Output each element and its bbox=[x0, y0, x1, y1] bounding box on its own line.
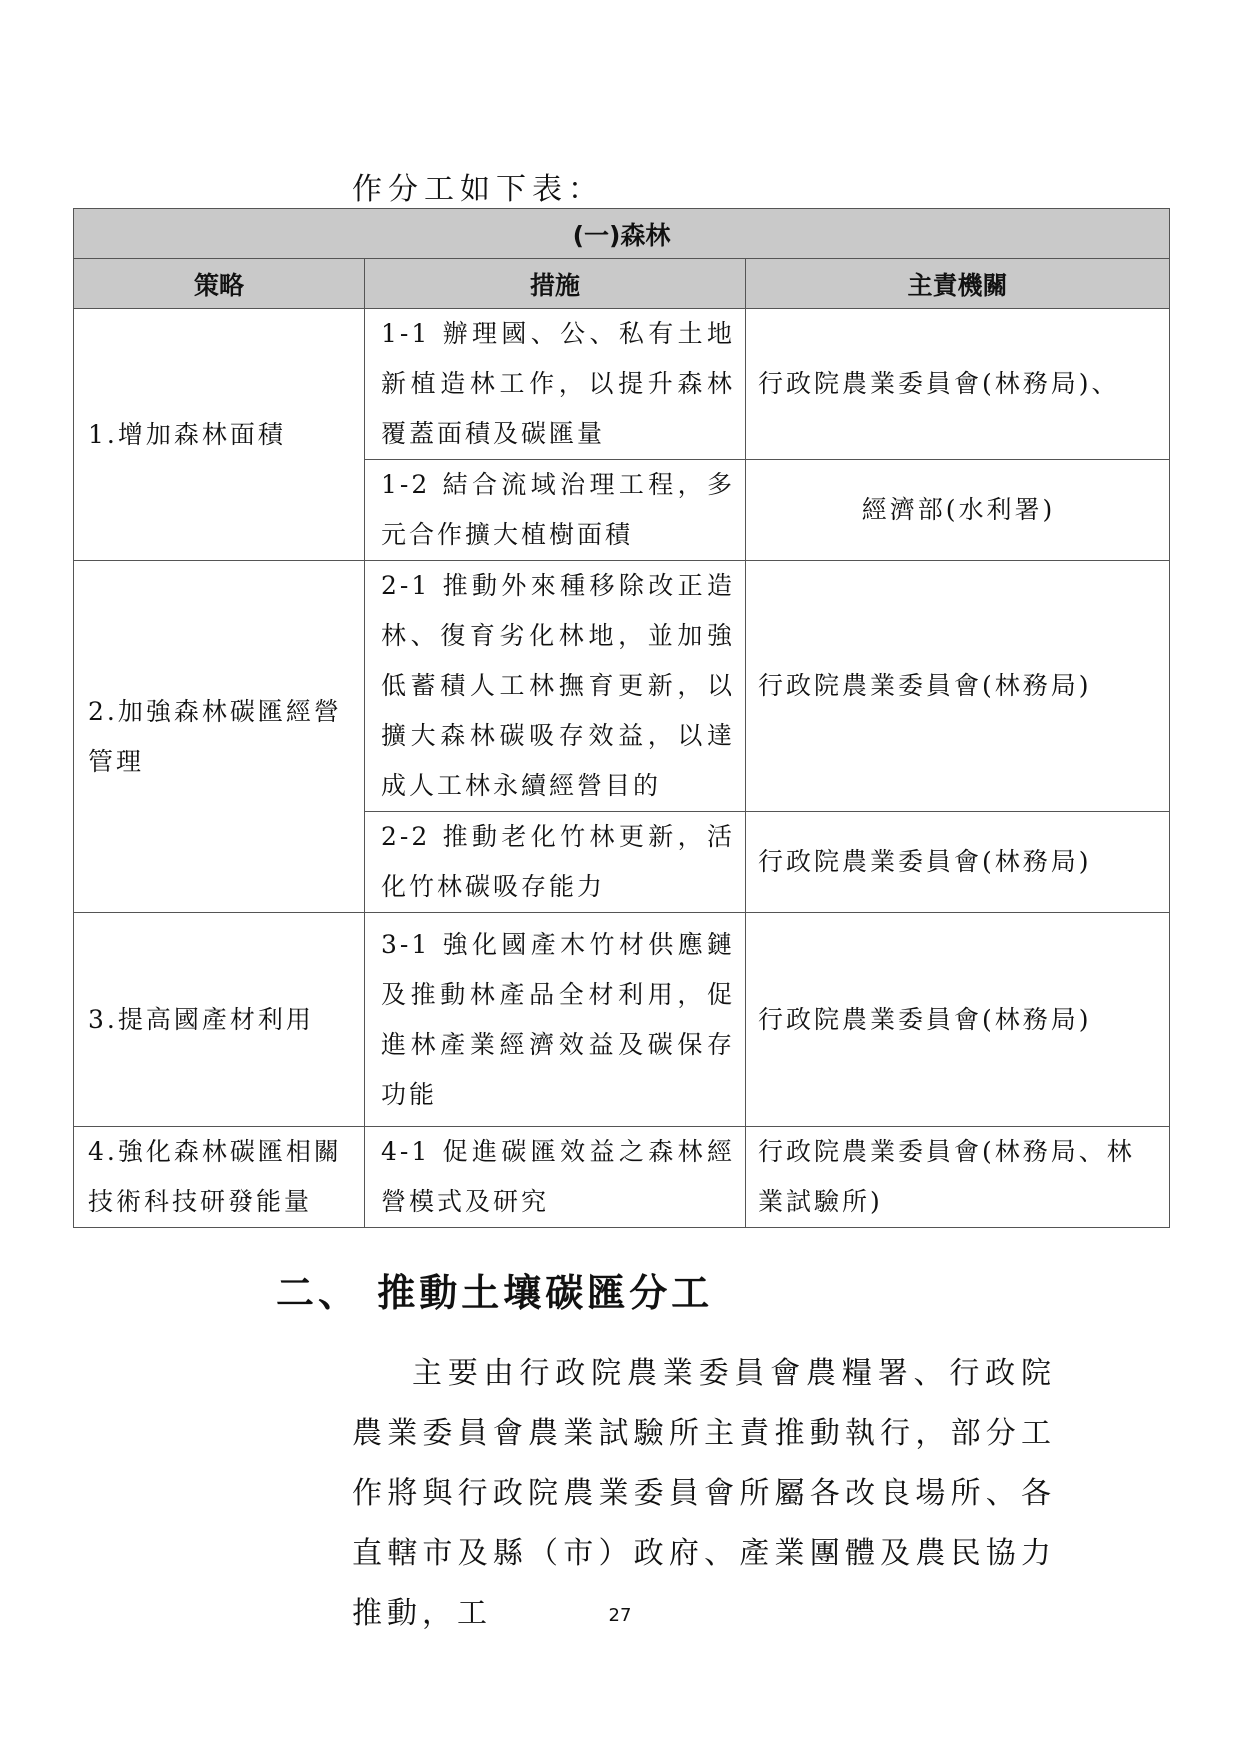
strategy-cell: 2.加強森林碳匯經營管理 bbox=[74, 561, 365, 913]
table-title: (一)森林 bbox=[74, 209, 1170, 259]
measure-cell: 2-2 推動老化竹林更新，活化竹林碳吸存能力 bbox=[365, 812, 746, 913]
table-row bbox=[74, 561, 1170, 812]
measure-cell: 1-2 結合流域治理工程，多元合作擴大植樹面積 bbox=[365, 460, 746, 561]
table-row bbox=[74, 309, 1170, 460]
table-row bbox=[74, 913, 1170, 1127]
agency-cell: 行政院農業委員會(林務局) bbox=[746, 561, 1170, 812]
strategy-cell: 4.強化森林碳匯相關技術科技研發能量 bbox=[74, 1127, 365, 1228]
header-measures: 措施 bbox=[365, 259, 746, 309]
measure-cell: 3-1 強化國產木竹材供應鏈及推動林產品全材利用，促進林產業經濟效益及碳保存功能 bbox=[365, 913, 746, 1127]
measure-cell: 2-1 推動外來種移除改正造林、復育劣化林地，並加強低蓄積人工林撫育更新，以擴大森林碳吸存效益，以達成人工林永續經營目的 bbox=[365, 561, 746, 812]
agency-cell: 行政院農業委員會(林務局)、 bbox=[746, 309, 1170, 460]
page-number: 27 bbox=[608, 1605, 632, 1626]
table-row bbox=[74, 1127, 1170, 1228]
forest-division-table bbox=[73, 208, 1170, 1228]
header-strategy: 策略 bbox=[74, 259, 365, 309]
section-heading: 二、 推動土壤碳匯分工 bbox=[276, 1271, 714, 1315]
agency-cell: 行政院農業委員會(林務局、林業試驗所) bbox=[746, 1127, 1170, 1228]
agency-cell: 行政院農業委員會(林務局) bbox=[746, 812, 1170, 913]
measure-cell: 1-1 辦理國、公、私有土地新植造林工作，以提升森林覆蓋面積及碳匯量 bbox=[365, 309, 746, 460]
agency-cell: 經濟部(水利署) bbox=[746, 460, 1170, 561]
section-paragraph: 主要由行政院農業委員會農糧署、行政院農業委員會農業試驗所主責推動執行，部分工作將與行政院農業委員會所屬各改良場所、各直轄市及縣（市）政府、產業團體及農民協力推動，工 bbox=[352, 1356, 1056, 1631]
strategy-cell: 3.提高國產材利用 bbox=[74, 913, 365, 1127]
intro-text: 作分工如下表： bbox=[352, 172, 604, 207]
agency-cell: 行政院農業委員會(林務局) bbox=[746, 913, 1170, 1127]
strategy-cell: 1.增加森林面積 bbox=[74, 309, 365, 561]
measure-cell: 4-1 促進碳匯效益之森林經營模式及研究 bbox=[365, 1127, 746, 1228]
header-agency: 主責機關 bbox=[746, 259, 1170, 309]
